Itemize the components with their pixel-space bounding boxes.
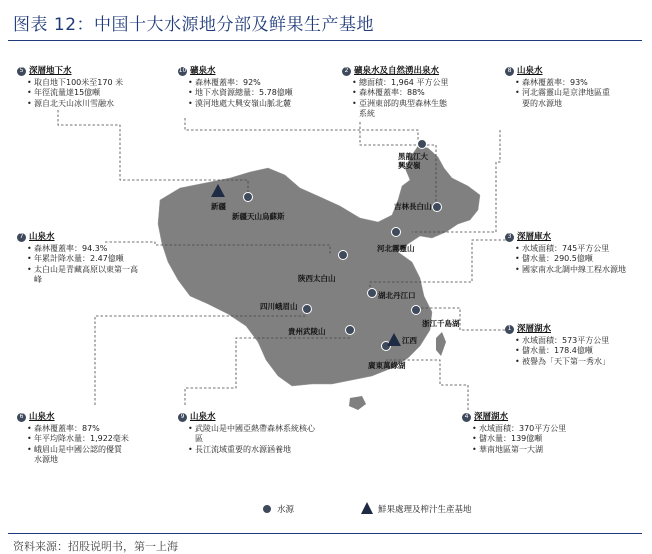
callout-number-badge: 10 bbox=[178, 67, 187, 74]
source-divider bbox=[8, 533, 642, 534]
callout-item: • 被譽為「天下第一秀水」 bbox=[515, 357, 610, 368]
location-pin-icon bbox=[433, 203, 442, 212]
callout-number-badge: 9 bbox=[178, 413, 187, 422]
callout-item: • 水域面積：573平方公里 bbox=[515, 336, 610, 347]
label-danjiang: 湖北丹江口 bbox=[378, 291, 416, 300]
callout-number-badge: 5 bbox=[17, 67, 26, 76]
callout-2 bbox=[342, 66, 449, 120]
label-tianshan: 新疆天山烏蘇斯 bbox=[232, 212, 285, 221]
callout-item: • 長江流域重要的水源涵養地 bbox=[188, 445, 315, 456]
callout-title: 深層湖水 bbox=[474, 412, 509, 422]
callout-title: 山泉水 bbox=[29, 232, 55, 242]
legend-fruit-label: 鮮果處理及榨汁生產基地 bbox=[378, 505, 472, 515]
callout-number-badge: 6 bbox=[17, 413, 26, 422]
callout-item: • 漠河地處大興安嶺山脈北麓 bbox=[188, 99, 293, 110]
callout-number-badge: 4 bbox=[462, 413, 471, 422]
callout-item: • 國家南水北調中線工程水源地 bbox=[515, 265, 626, 276]
location-pin-icon bbox=[346, 326, 355, 335]
callout-item: • 儲水量：290.5億噸 bbox=[515, 254, 626, 265]
callout-item: • 地下水資源總量：5.78億噸 bbox=[188, 88, 293, 99]
callout-title: 深層地下水 bbox=[29, 66, 72, 76]
legend-fruit-icon bbox=[361, 502, 373, 514]
label-heilongjiang: 黑龍江大興安嶺 bbox=[398, 152, 428, 170]
source-note: 资料来源：招股说明书，第一上海 bbox=[13, 540, 178, 553]
location-pin-icon bbox=[303, 305, 312, 314]
callout-item: • 森林覆蓋率：92% bbox=[188, 78, 293, 89]
taiwan-island bbox=[436, 332, 446, 356]
location-pin-icon bbox=[392, 228, 401, 237]
callout-4 bbox=[462, 412, 566, 455]
callout-item: • 華南地區第一大湖 bbox=[472, 445, 566, 456]
callout-number-badge: 1 bbox=[505, 325, 514, 334]
callout-item: • 河北霧靈山是京津地區重要的水源地 bbox=[515, 88, 617, 109]
label-emei: 四川峨眉山 bbox=[260, 302, 298, 311]
callout-number-badge: 7 bbox=[17, 233, 26, 242]
callout-number-badge: 2 bbox=[342, 67, 351, 76]
callout-10 bbox=[178, 66, 293, 109]
callout-6 bbox=[17, 412, 129, 466]
callout-item: • 水域面積：370平方公里 bbox=[472, 424, 566, 435]
callout-number-badge: 3 bbox=[505, 233, 514, 242]
callout-item: • 儲水量：139億噸 bbox=[472, 434, 566, 445]
location-pin-icon bbox=[412, 306, 421, 315]
label-jiangxi: 江西 bbox=[402, 336, 417, 345]
callout-item: • 年累計降水量：2.47億噸 bbox=[27, 254, 139, 265]
hainan-island bbox=[349, 396, 366, 410]
legend-water bbox=[277, 503, 294, 515]
callout-item: • 森林覆蓋率：94.3% bbox=[27, 244, 139, 255]
legend-water-icon bbox=[263, 505, 272, 514]
china-map-shape bbox=[158, 146, 480, 386]
callout-item: • 總面積：1,964 平方公里 bbox=[352, 78, 449, 89]
callout-9 bbox=[178, 412, 315, 455]
callout-item: • 森林覆蓋率：87% bbox=[27, 424, 129, 435]
callout-3 bbox=[505, 232, 626, 275]
callout-title: 礦泉水 bbox=[190, 66, 216, 76]
legend-water-label: 水源 bbox=[277, 505, 295, 515]
callout-item: • 年平均降水量：1,922毫米 bbox=[27, 434, 129, 445]
callout-title: 深層湖水 bbox=[517, 324, 552, 334]
callout-item: • 亞洲東部的典型森林生態系統 bbox=[352, 99, 449, 120]
location-pin-icon bbox=[339, 251, 348, 260]
callout-item: • 源自北天山冰川雪融水 bbox=[27, 99, 123, 110]
callout-number-badge: 8 bbox=[505, 67, 514, 76]
label-xinjiang: 新疆 bbox=[211, 202, 226, 211]
callout-7 bbox=[17, 232, 139, 286]
label-qiandao: 浙江千島湖 bbox=[422, 319, 460, 328]
callout-title: 山泉水 bbox=[190, 412, 216, 422]
location-pin-icon bbox=[244, 193, 253, 202]
callout-item: • 森林覆蓋率：93% bbox=[515, 78, 617, 89]
callout-item: • 太白山是青藏高原以東第一高峰 bbox=[27, 265, 139, 286]
callout-item: • 儲水量：178.4億噸 bbox=[515, 346, 610, 357]
callout-5 bbox=[17, 66, 123, 109]
callout-title: 礦泉水及自然湧出泉水 bbox=[354, 66, 440, 76]
location-pin-icon bbox=[418, 140, 427, 149]
label-wuling-gz: 貴州武陵山 bbox=[288, 327, 326, 336]
callout-title: 山泉水 bbox=[29, 412, 55, 422]
callout-item: • 取自地下100米至170 米 bbox=[27, 78, 123, 89]
callout-1 bbox=[505, 324, 610, 367]
callout-item: • 武陵山是中國亞熱帶森林系統核心區 bbox=[188, 424, 315, 445]
callout-title: 深層庫水 bbox=[517, 232, 552, 242]
label-wanlv: 廣東萬綠湖 bbox=[368, 361, 406, 370]
page-title: 图表 12：中国十大水源地分部及鲜果生产基地 bbox=[13, 15, 375, 35]
callout-title: 山泉水 bbox=[517, 66, 543, 76]
callout-8 bbox=[505, 66, 617, 109]
callout-item: • 水域面積：745平方公里 bbox=[515, 244, 626, 255]
label-wuling-hebei: 河北霧靈山 bbox=[377, 244, 415, 253]
callout-item: • 年徑流量達15億噸 bbox=[27, 88, 123, 99]
label-changbai: 吉林長白山 bbox=[394, 202, 432, 211]
callout-item: • 峨眉山是中國公認的優質水源地 bbox=[27, 445, 129, 466]
callout-item: • 森林覆蓋率：88% bbox=[352, 88, 449, 99]
label-taibai: 陝西太白山 bbox=[298, 274, 336, 283]
location-pin-icon bbox=[368, 289, 377, 298]
legend-fruit bbox=[378, 503, 472, 515]
